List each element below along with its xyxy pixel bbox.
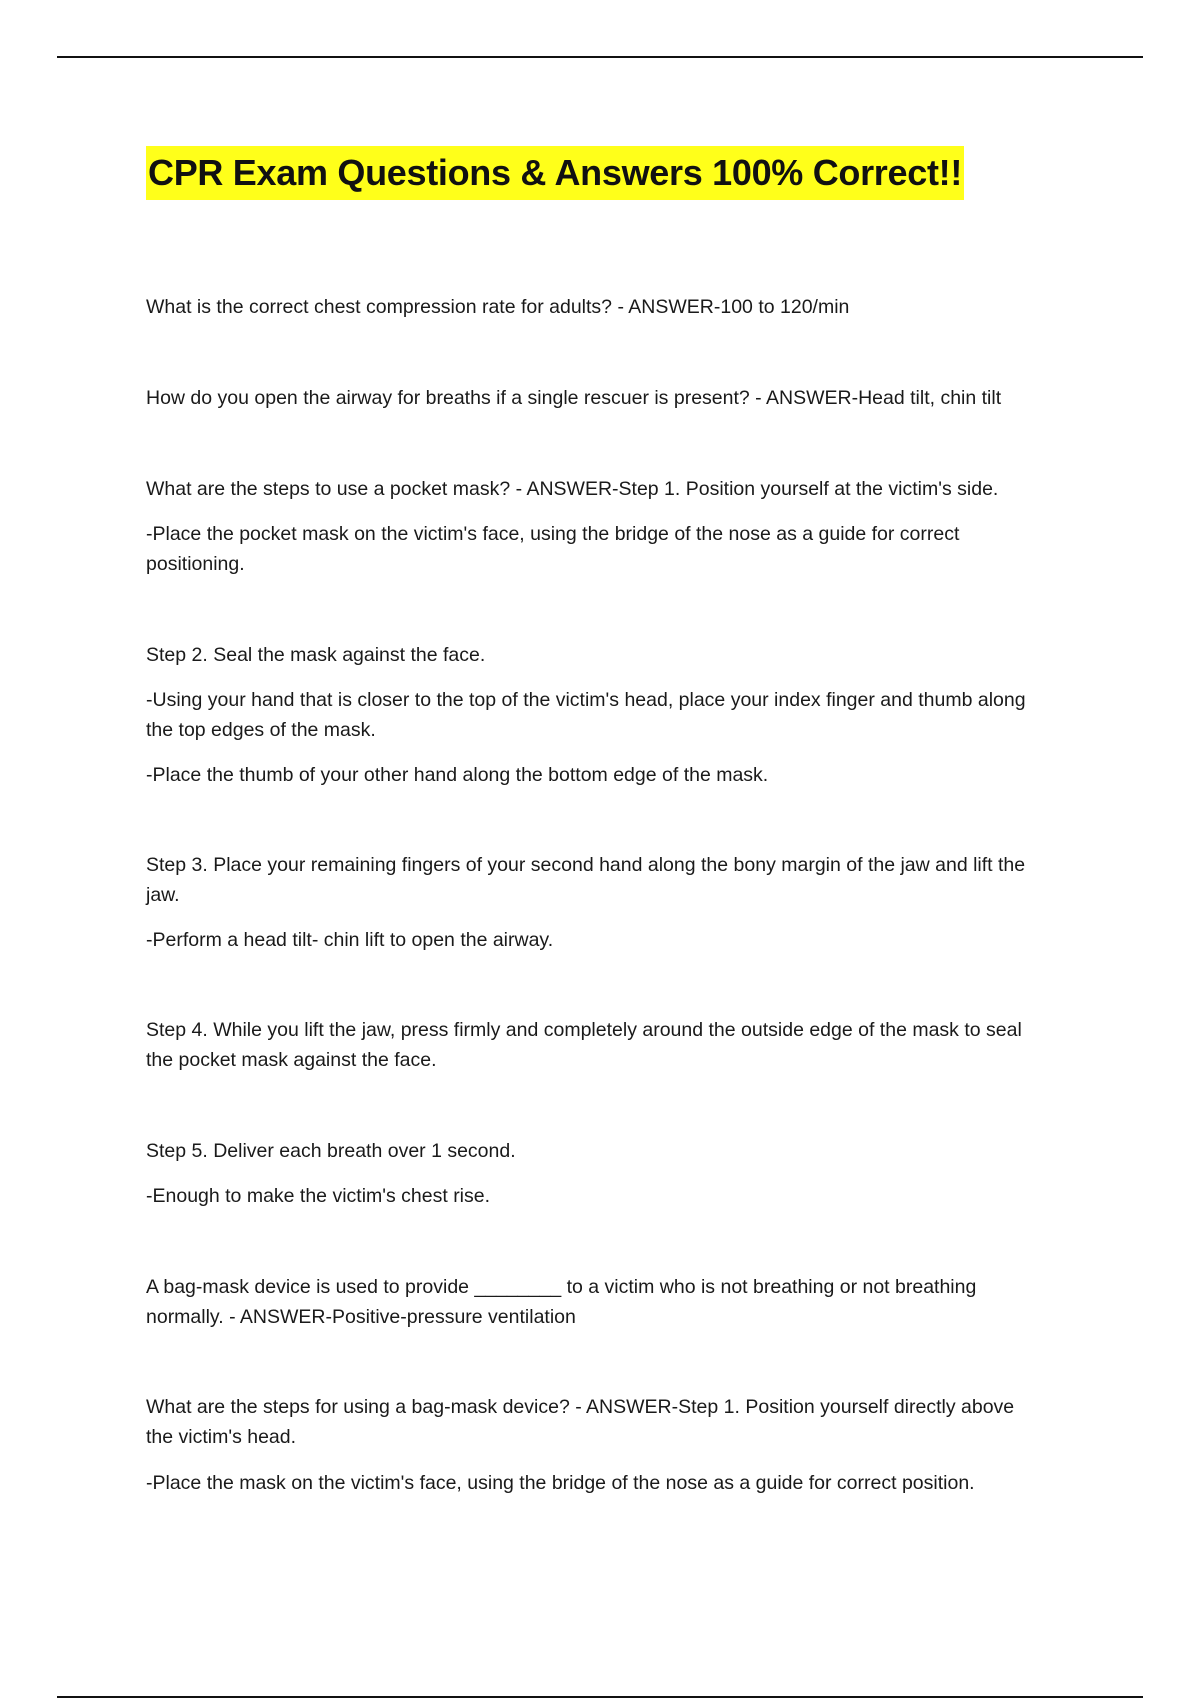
paragraph: Step 2. Seal the mask against the face. — [146, 644, 486, 666]
paragraph: -Perform a head tilt- chin lift to open the airway. — [146, 929, 554, 951]
paragraph: Step 3. Place your remaining fingers of your second hand along the bony margin of the jaw and lift the jaw. — [146, 854, 1026, 906]
title-container — [146, 146, 964, 200]
paragraph: -Enough to make the victim's chest rise. — [146, 1185, 491, 1207]
paragraph: What are the steps for using a bag-mask device? - ANSWER-Step 1. Position yourself directly above the victim's head. — [146, 1396, 1015, 1448]
paragraph: -Place the mask on the victim's face, using the bridge of the nose as a guide for correct position. — [146, 1472, 975, 1494]
paragraph: -Place the pocket mask on the victim's face, using the bridge of the nose as a guide for correct positioning. — [146, 523, 960, 575]
paragraph: A bag-mask device is used to provide ________ to a victim who is not breathing or not breathing normally. - ANSWER-Positive-pressure ventilation — [146, 1276, 977, 1328]
paragraph: -Place the thumb of your other hand along the bottom edge of the mask. — [146, 764, 769, 786]
paragraph: -Using your hand that is closer to the top of the victim's head, place your index finger and thumb along the top edges of the mask. — [146, 689, 1026, 741]
paragraph: What are the steps to use a pocket mask? - ANSWER-Step 1. Position yourself at the victim's side. — [146, 478, 999, 500]
paragraph: How do you open the airway for breaths if a single rescuer is present? - ANSWER-Head tilt, chin tilt — [146, 387, 1002, 409]
paragraph: What is the correct chest compression rate for adults? - ANSWER-100 to 120/min — [146, 296, 850, 318]
document-title: CPR Exam Questions & Answers 100% Correct!! — [146, 146, 964, 200]
header-rule — [57, 56, 1143, 58]
paragraph: Step 5. Deliver each breath over 1 second. — [146, 1140, 516, 1162]
paragraph: Step 4. While you lift the jaw, press firmly and completely around the outside edge of the mask to seal the pocket mask against the face. — [146, 1019, 1022, 1071]
footer-rule — [57, 1696, 1143, 1698]
